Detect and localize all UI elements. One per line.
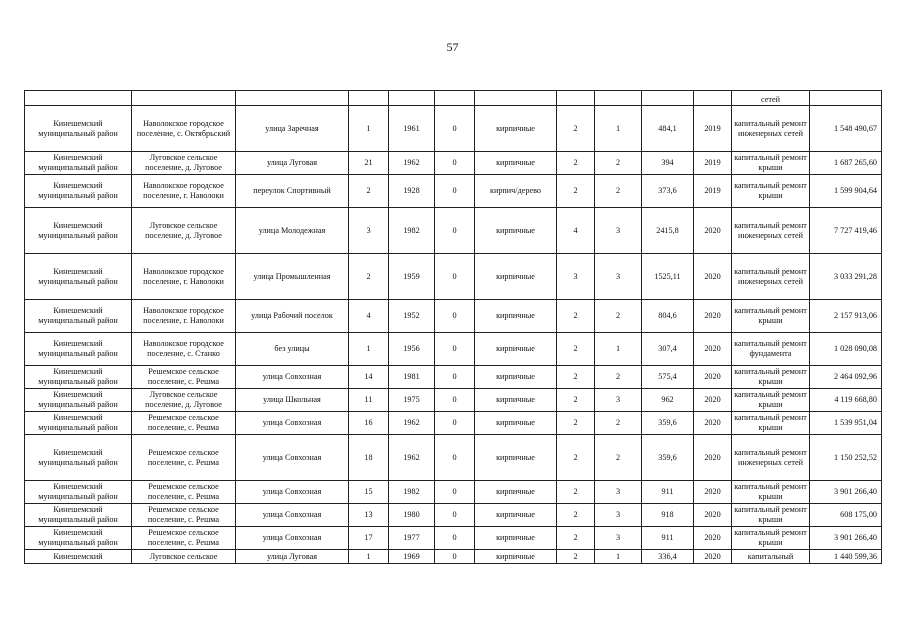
cell-entrances: 1 bbox=[595, 550, 642, 564]
table-row bbox=[25, 106, 882, 152]
cell-build-year: 1962 bbox=[389, 152, 435, 175]
cell-repair-year: 2019 bbox=[694, 106, 732, 152]
cell-district: Кинешемский муниципальный район bbox=[25, 300, 132, 333]
cell-district: Кинешемский муниципальный район bbox=[25, 152, 132, 175]
cell-zero: 0 bbox=[435, 300, 475, 333]
cell-entrances: 3 bbox=[595, 481, 642, 504]
table-row bbox=[25, 412, 882, 435]
cell-repair-type: капитальный ремонт крыши bbox=[732, 300, 810, 333]
cell-wall-material: кирпичные bbox=[475, 389, 557, 412]
cell-settlement: Наволокское городское поселение, г. Наволоки bbox=[132, 175, 236, 208]
cell-build-year: 1952 bbox=[389, 300, 435, 333]
cell-area: 804,6 bbox=[642, 300, 694, 333]
cell-house-number: 13 bbox=[349, 504, 389, 527]
cell-house-number: 17 bbox=[349, 527, 389, 550]
cell-wall-material: кирпичные bbox=[475, 254, 557, 300]
cell-area: 962 bbox=[642, 389, 694, 412]
cell-street: улица Промышленная bbox=[236, 254, 349, 300]
cell-floors: 2 bbox=[557, 481, 595, 504]
cell-floors: 2 bbox=[557, 550, 595, 564]
page-number: 57 bbox=[446, 40, 459, 54]
cell-district: Кинешемский муниципальный район bbox=[25, 333, 132, 366]
cell-repair-type: капитальный ремонт крыши bbox=[732, 527, 810, 550]
table-row bbox=[25, 435, 882, 481]
cell-floors: 2 bbox=[557, 389, 595, 412]
cell-repair-year: 2020 bbox=[694, 481, 732, 504]
cell-floors: 2 bbox=[557, 435, 595, 481]
cell-street: улица Луговая bbox=[236, 550, 349, 564]
cell-house-number: 21 bbox=[349, 152, 389, 175]
cell-wall-material: кирпичные bbox=[475, 208, 557, 254]
cell-floors: 2 bbox=[557, 152, 595, 175]
cell-street: улица Совхозная bbox=[236, 527, 349, 550]
cell-wall-material: кирпичные bbox=[475, 366, 557, 389]
cell-repair-type: капитальный ремонт крыши bbox=[732, 412, 810, 435]
cell-floors: 2 bbox=[557, 527, 595, 550]
cell-zero: 0 bbox=[435, 412, 475, 435]
cell-build-year: 1962 bbox=[389, 435, 435, 481]
cell-settlement: Наволокское городское поселение, с. Станко bbox=[132, 333, 236, 366]
cell-cost: 3 033 291,28 bbox=[810, 254, 882, 300]
cell-zero: 0 bbox=[435, 481, 475, 504]
cell-district: Кинешемский муниципальный район bbox=[25, 481, 132, 504]
cell-area: 307,4 bbox=[642, 333, 694, 366]
table-row bbox=[25, 175, 882, 208]
cell-entrances: 1 bbox=[595, 106, 642, 152]
cell-area: 911 bbox=[642, 481, 694, 504]
cell-repair-year: 2020 bbox=[694, 208, 732, 254]
cell-area: 918 bbox=[642, 504, 694, 527]
cell-zero: 0 bbox=[435, 106, 475, 152]
cell-zero: 0 bbox=[435, 333, 475, 366]
cell-house-number: 18 bbox=[349, 435, 389, 481]
cell-settlement: Луговское сельское поселение, д. Луговое bbox=[132, 152, 236, 175]
cell-cost: 3 901 266,40 bbox=[810, 527, 882, 550]
table-row bbox=[25, 152, 882, 175]
cell-repair-type: капитальный bbox=[732, 550, 810, 564]
cell-repair-year: 2020 bbox=[694, 333, 732, 366]
cell-district: Кинешемский муниципальный район bbox=[25, 366, 132, 389]
cell-zero: 0 bbox=[435, 504, 475, 527]
table-row bbox=[25, 208, 882, 254]
cell-settlement: Луговское сельское поселение, д. Луговое bbox=[132, 208, 236, 254]
cell-entrances: 2 bbox=[595, 152, 642, 175]
cell-settlement: Решемское сельское поселение, с. Решма bbox=[132, 481, 236, 504]
table-row bbox=[25, 366, 882, 389]
cell-floors: 2 bbox=[557, 366, 595, 389]
cell-repair-year: 2020 bbox=[694, 550, 732, 564]
cell-area: 373,6 bbox=[642, 175, 694, 208]
cell-street: улица Заречная bbox=[236, 106, 349, 152]
cell-entrances: 3 bbox=[595, 527, 642, 550]
cell-street: улица Луговая bbox=[236, 152, 349, 175]
cell-wall-material: кирпичные bbox=[475, 152, 557, 175]
cell-settlement: Наволокское городское поселение, г. Наволоки bbox=[132, 254, 236, 300]
cell-street: без улицы bbox=[236, 333, 349, 366]
cell-build-year: 1956 bbox=[389, 333, 435, 366]
cell-repair-type: сетей bbox=[732, 91, 810, 106]
cell-house-number: 1 bbox=[349, 106, 389, 152]
cell-build-year: 1980 bbox=[389, 504, 435, 527]
cell-zero: 0 bbox=[435, 527, 475, 550]
cell-settlement: Решемское сельское поселение, с. Решма bbox=[132, 504, 236, 527]
cell-street: улица Молодежная bbox=[236, 208, 349, 254]
cell-area: 336,4 bbox=[642, 550, 694, 564]
cell-street: улица Рабочий поселок bbox=[236, 300, 349, 333]
cell-repair-type: капитальный ремонт крыши bbox=[732, 175, 810, 208]
cell-floors: 4 bbox=[557, 208, 595, 254]
cell-area: 575,4 bbox=[642, 366, 694, 389]
cell-build-year: 1982 bbox=[389, 208, 435, 254]
table-row bbox=[25, 481, 882, 504]
cell-cost: 3 901 266,40 bbox=[810, 481, 882, 504]
cell-repair-type: капитальный ремонт инженерных сетей bbox=[732, 254, 810, 300]
cell-cost: 608 175,00 bbox=[810, 504, 882, 527]
cell-cost: 1 150 252,52 bbox=[810, 435, 882, 481]
cell-repair-year: 2019 bbox=[694, 175, 732, 208]
cell-repair-year: 2020 bbox=[694, 412, 732, 435]
cell-entrances: 1 bbox=[595, 333, 642, 366]
cell-zero: 0 bbox=[435, 175, 475, 208]
cell-entrances: 3 bbox=[595, 504, 642, 527]
cell-street: улица Совхозная bbox=[236, 366, 349, 389]
cell-entrances: 2 bbox=[595, 412, 642, 435]
cell-wall-material: кирпич/дерево bbox=[475, 175, 557, 208]
cell-settlement: Решемское сельское поселение, с. Решма bbox=[132, 527, 236, 550]
cell-repair-type: капитальный ремонт инженерных сетей bbox=[732, 435, 810, 481]
cell-house-number: 1 bbox=[349, 550, 389, 564]
cell-house-number: 2 bbox=[349, 175, 389, 208]
cell-build-year: 1977 bbox=[389, 527, 435, 550]
cell-district: Кинешемский муниципальный район bbox=[25, 435, 132, 481]
cell-wall-material: кирпичные bbox=[475, 333, 557, 366]
cell-wall-material: кирпичные bbox=[475, 504, 557, 527]
cell-cost: 1 599 904,64 bbox=[810, 175, 882, 208]
cell-area: 394 bbox=[642, 152, 694, 175]
table-row bbox=[25, 527, 882, 550]
housing-repair-table bbox=[24, 90, 882, 564]
cell-zero: 0 bbox=[435, 152, 475, 175]
cell-cost: 1 028 090,08 bbox=[810, 333, 882, 366]
cell-floors: 2 bbox=[557, 333, 595, 366]
cell-repair-year: 2020 bbox=[694, 435, 732, 481]
cell-settlement: Наволокское городское поселение, г. Наволоки bbox=[132, 300, 236, 333]
cell-build-year: 1962 bbox=[389, 412, 435, 435]
cell-street: улица Совхозная bbox=[236, 481, 349, 504]
cell-area: 911 bbox=[642, 527, 694, 550]
cell-entrances: 3 bbox=[595, 389, 642, 412]
cell-repair-year: 2020 bbox=[694, 366, 732, 389]
cell-repair-type: капитальный ремонт крыши bbox=[732, 481, 810, 504]
cell-build-year: 1928 bbox=[389, 175, 435, 208]
cell-floors: 2 bbox=[557, 504, 595, 527]
cell-repair-year: 2020 bbox=[694, 300, 732, 333]
cell-repair-year: 2020 bbox=[694, 527, 732, 550]
cell-cost: 1 539 951,04 bbox=[810, 412, 882, 435]
cell-floors: 2 bbox=[557, 175, 595, 208]
cell-wall-material: кирпичные bbox=[475, 550, 557, 564]
cell-settlement: Решемское сельское поселение, с. Решма bbox=[132, 366, 236, 389]
cell-zero: 0 bbox=[435, 435, 475, 481]
cell-settlement: Решемское сельское поселение, с. Решма bbox=[132, 435, 236, 481]
cell-settlement: Луговское сельское bbox=[132, 550, 236, 564]
table-row bbox=[25, 254, 882, 300]
cell-house-number: 1 bbox=[349, 333, 389, 366]
cell-zero: 0 bbox=[435, 550, 475, 564]
cell-cost: 2 464 092,96 bbox=[810, 366, 882, 389]
cell-house-number: 4 bbox=[349, 300, 389, 333]
cell-street: улица Совхозная bbox=[236, 412, 349, 435]
cell-street: улица Совхозная bbox=[236, 504, 349, 527]
cell-repair-type: капитальный ремонт крыши bbox=[732, 366, 810, 389]
cell-district: Кинешемский муниципальный район bbox=[25, 412, 132, 435]
cell-repair-year: 2019 bbox=[694, 152, 732, 175]
cell-house-number: 2 bbox=[349, 254, 389, 300]
cell-repair-year: 2020 bbox=[694, 254, 732, 300]
cell-build-year: 1981 bbox=[389, 366, 435, 389]
table-row bbox=[25, 504, 882, 527]
cell-area: 484,1 bbox=[642, 106, 694, 152]
cell-house-number: 14 bbox=[349, 366, 389, 389]
cell-cost: 1 548 490,67 bbox=[810, 106, 882, 152]
table-row-continued bbox=[25, 91, 882, 106]
cell-floors: 2 bbox=[557, 300, 595, 333]
cell-repair-type: капитальный ремонт инженерных сетей bbox=[732, 208, 810, 254]
cell-build-year: 1969 bbox=[389, 550, 435, 564]
cell-district: Кинешемский bbox=[25, 550, 132, 564]
cell-area: 2415,8 bbox=[642, 208, 694, 254]
cell-district: Кинешемский муниципальный район bbox=[25, 175, 132, 208]
cell-settlement: Луговское сельское поселение, д. Луговое bbox=[132, 389, 236, 412]
cell-floors: 3 bbox=[557, 254, 595, 300]
cell-repair-year: 2020 bbox=[694, 389, 732, 412]
cell-zero: 0 bbox=[435, 366, 475, 389]
cell-build-year: 1982 bbox=[389, 481, 435, 504]
cell-area: 1525,11 bbox=[642, 254, 694, 300]
cell-zero: 0 bbox=[435, 208, 475, 254]
cell-wall-material: кирпичные bbox=[475, 300, 557, 333]
cell-entrances: 3 bbox=[595, 208, 642, 254]
cell-district: Кинешемский муниципальный район bbox=[25, 389, 132, 412]
cell-district: Кинешемский муниципальный район bbox=[25, 106, 132, 152]
cell-repair-year: 2020 bbox=[694, 504, 732, 527]
cell-cost: 7 727 419,46 bbox=[810, 208, 882, 254]
cell-repair-type: капитальный ремонт крыши bbox=[732, 152, 810, 175]
cell-area: 359,6 bbox=[642, 412, 694, 435]
cell-cost: 1 440 599,36 bbox=[810, 550, 882, 564]
cell-repair-type: капитальный ремонт крыши bbox=[732, 389, 810, 412]
cell-wall-material: кирпичные bbox=[475, 481, 557, 504]
table-row bbox=[25, 333, 882, 366]
cell-zero: 0 bbox=[435, 389, 475, 412]
cell-build-year: 1959 bbox=[389, 254, 435, 300]
cell-street: улица Школьная bbox=[236, 389, 349, 412]
cell-entrances: 2 bbox=[595, 366, 642, 389]
cell-street: переулок Спортивный bbox=[236, 175, 349, 208]
cell-settlement: Решемское сельское поселение, с. Решма bbox=[132, 412, 236, 435]
cell-house-number: 16 bbox=[349, 412, 389, 435]
cell-entrances: 2 bbox=[595, 300, 642, 333]
table-row bbox=[25, 389, 882, 412]
cell-wall-material: кирпичные bbox=[475, 527, 557, 550]
cell-wall-material: кирпичные bbox=[475, 435, 557, 481]
cell-floors: 2 bbox=[557, 106, 595, 152]
cell-district: Кинешемский муниципальный район bbox=[25, 208, 132, 254]
table-row bbox=[25, 550, 882, 564]
cell-build-year: 1975 bbox=[389, 389, 435, 412]
cell-wall-material: кирпичные bbox=[475, 106, 557, 152]
cell-house-number: 11 bbox=[349, 389, 389, 412]
cell-cost: 4 119 668,80 bbox=[810, 389, 882, 412]
cell-street: улица Совхозная bbox=[236, 435, 349, 481]
cell-area: 359,6 bbox=[642, 435, 694, 481]
cell-house-number: 3 bbox=[349, 208, 389, 254]
cell-cost: 2 157 913,06 bbox=[810, 300, 882, 333]
cell-wall-material: кирпичные bbox=[475, 412, 557, 435]
cell-floors: 2 bbox=[557, 412, 595, 435]
cell-repair-type: капитальный ремонт инженерных сетей bbox=[732, 106, 810, 152]
table-row bbox=[25, 300, 882, 333]
cell-repair-type: капитальный ремонт фундамента bbox=[732, 333, 810, 366]
cell-zero: 0 bbox=[435, 254, 475, 300]
cell-entrances: 3 bbox=[595, 254, 642, 300]
cell-cost: 1 687 265,60 bbox=[810, 152, 882, 175]
cell-house-number: 15 bbox=[349, 481, 389, 504]
cell-settlement: Наволокское городское поселение, с. Октябрьский bbox=[132, 106, 236, 152]
cell-district: Кинешемский муниципальный район bbox=[25, 504, 132, 527]
cell-build-year: 1961 bbox=[389, 106, 435, 152]
cell-district: Кинешемский муниципальный район bbox=[25, 527, 132, 550]
cell-repair-type: капитальный ремонт крыши bbox=[732, 504, 810, 527]
cell-entrances: 2 bbox=[595, 175, 642, 208]
cell-district: Кинешемский муниципальный район bbox=[25, 254, 132, 300]
cell-entrances: 2 bbox=[595, 435, 642, 481]
